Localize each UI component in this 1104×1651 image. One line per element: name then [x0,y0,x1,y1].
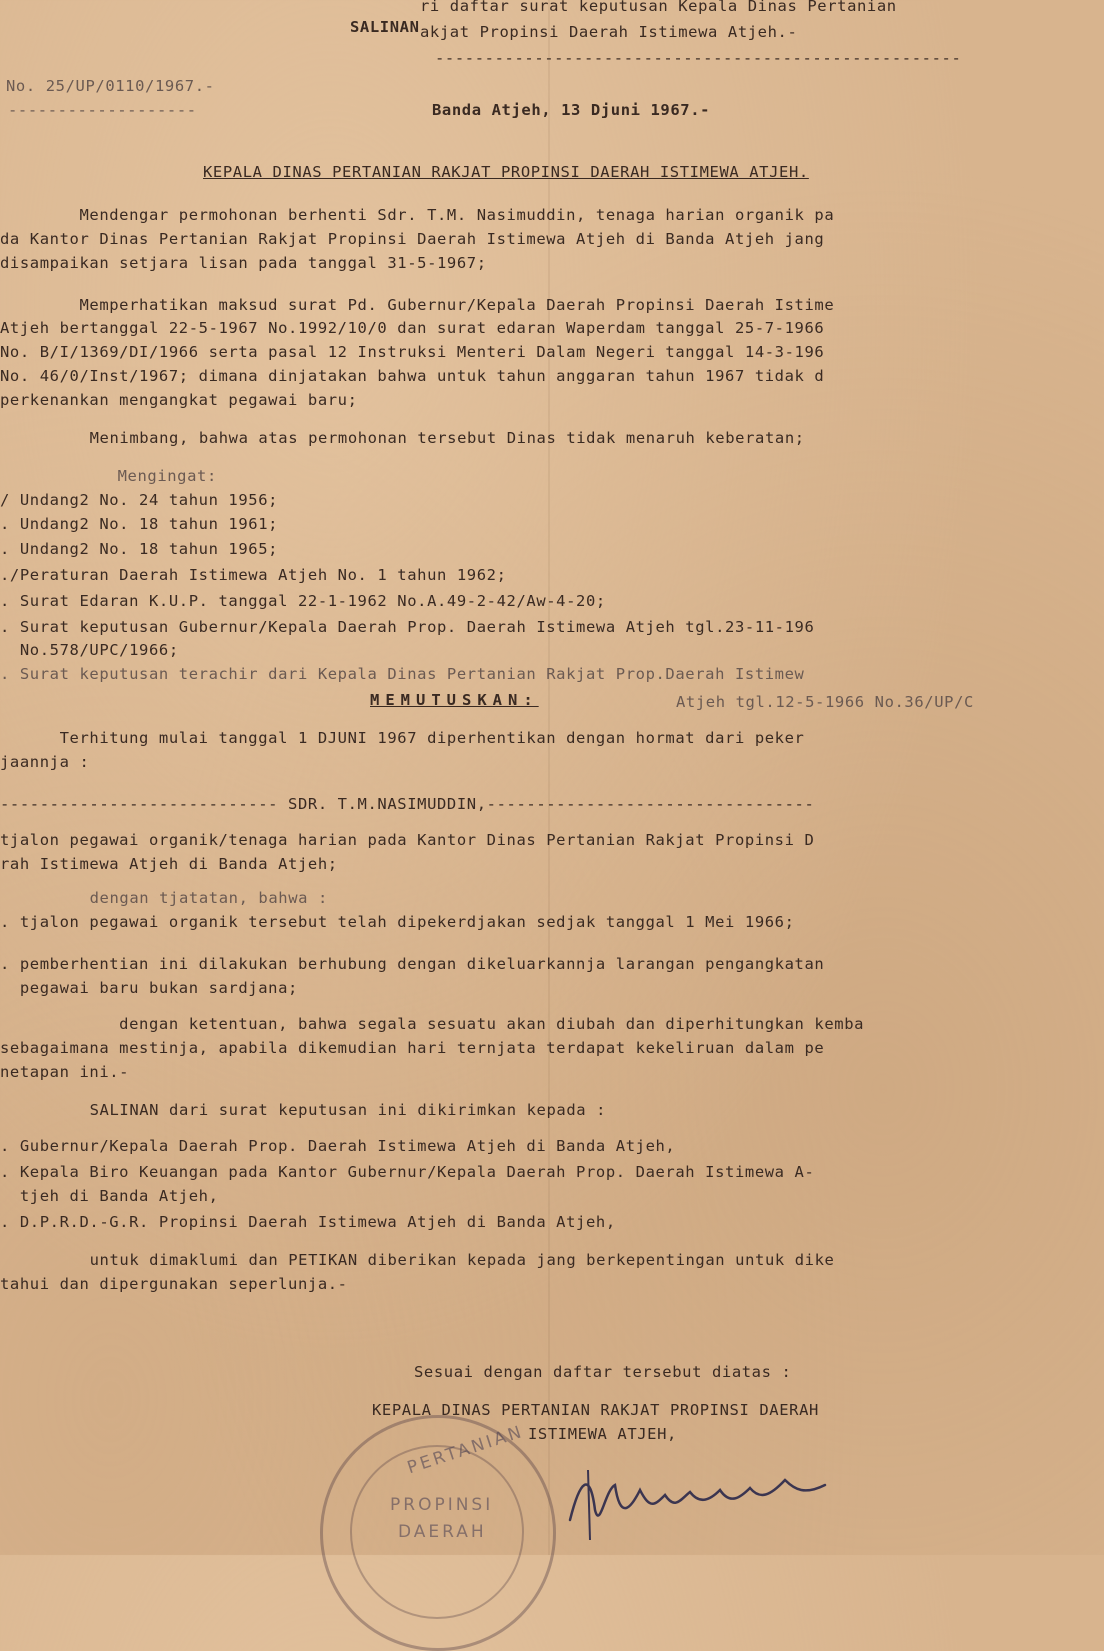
list-item: . Undang2 No. 18 tahun 1965; [0,540,279,558]
list-item: / Undang2 No. 24 tahun 1956; [0,491,279,509]
header-dashes: ----------------------------------------------------- [435,49,962,67]
seal-text-mid: PROPINSI [390,1495,494,1515]
text-line: da Kantor Dinas Pertanian Rakjat Propinsi Daerah Istimewa Atjeh di Banda Atjeh jang [0,230,825,248]
header-line-top: ri daftar surat keputusan Kepala Dinas Pertanian [420,0,897,15]
list-item: . Surat Edaran K.U.P. tanggal 22-1-1962 No.A.49-2-42/Aw-4-20; [0,592,606,610]
ketentuan-line: sebagaimana mestinja, apabila dikemudian hari ternjata terdapat kekeliruan dalam pe [0,1039,825,1057]
letter-number: No. 25/UP/0110/1967.- [6,77,215,95]
decision-line: jaannja : [0,753,90,771]
list-item: . Kepala Biro Keuangan pada Kantor Gubernur/Kepala Daerah Prop. Daerah Istimewa A- [0,1163,815,1181]
number-underline: ------------------- [8,101,197,119]
text-line: perkenankan mengangkat pegawai baru; [0,391,358,409]
list-item: No.578/UPC/1966; [0,641,179,659]
page-title: KEPALA DINAS PERTANIAN RAKJAT PROPINSI DAERAH ISTIMEWA ATJEH. [203,163,809,181]
text-line: Atjeh bertanggal 22-5-1967 No.1992/10/0 dan surat edaran Waperdam tanggal 25-7-1966 [0,319,825,337]
memutuskan-tail: Atjeh tgl.12-5-1966 No.36/UP/C [676,693,974,711]
list-item: tjeh di Banda Atjeh, [0,1187,219,1205]
salinan-intro: SALINAN dari surat keputusan ini dikirimkan kepada : [30,1101,607,1119]
paragraph-menimbang: Menimbang, bahwa atas permohonan tersebut Dinas tidak menaruh keberatan; [30,429,805,447]
list-item: . D.P.R.D.-G.R. Propinsi Daerah Istimewa Atjeh di Banda Atjeh, [0,1213,616,1231]
signature-office: KEPALA DINAS PERTANIAN RAKJAT PROPINSI DAERAH [372,1401,819,1419]
header-line-2: akjat Propinsi Daerah Istimewa Atjeh.- [420,23,798,41]
text-line: Memperhatikan maksud surat Pd. Gubernur/Kepala Daerah Propinsi Daerah Istime [0,296,835,314]
closing-line: tahui dan dipergunakan seperlunja.- [0,1275,348,1293]
place-date: Banda Atjeh, 13 Djuni 1967.- [432,101,711,119]
salinan-label: SALINAN [350,18,420,36]
list-item: . Gubernur/Kepala Daerah Prop. Daerah Istimewa Atjeh di Banda Atjeh, [0,1137,676,1155]
text-line: No. B/I/1369/DI/1966 serta pasal 12 Instruksi Menteri Dalam Negeri tanggal 14-3-196 [0,343,825,361]
handwritten-signature [560,1450,860,1550]
list-item: ./Peraturan Daerah Istimewa Atjeh No. 1 tahun 1962; [0,566,507,584]
seal-text-top: PERTANIAN [404,1421,527,1479]
decision-line: Terhitung mulai tanggal 1 DJUNI 1967 diperhentikan dengan hormat dari peker [0,729,805,747]
text-line: Mendengar permohonan berhenti Sdr. T.M. Nasimuddin, tenaga harian organik pa [0,206,835,224]
closing-line: untuk dimaklumi dan PETIKAN diberikan kepada jang berkepentingan untuk dike [30,1251,835,1269]
mengingat-label: Mengingat: [58,467,217,485]
list-item: . pemberhentian ini dilakukan berhubung dengan dikeluarkannja larangan pengangkatan [0,955,825,973]
text-line: disampaikan setjara lisan pada tanggal 31-5-1967; [0,254,487,272]
list-item: . tjalon pegawai organik tersebut telah dipekerdjakan sedjak tanggal 1 Mei 1966; [0,913,795,931]
list-item: . Surat keputusan Gubernur/Kepala Daerah Prop. Daerah Istimewa Atjeh tgl.23-11-196 [0,618,815,636]
seal-text-low: DAERAH [398,1522,487,1542]
ketentuan-line: dengan ketentuan, bahwa segala sesuatu akan diubah dan diperhitungkan kemba [0,1015,865,1033]
position-line: rah Istimewa Atjeh di Banda Atjeh; [0,855,338,873]
text-line: No. 46/0/Inst/1967; dimana dinjatakan bahwa untuk tahun anggaran tahun 1967 tidak d [0,367,825,385]
ketentuan-line: netapan ini.- [0,1063,130,1081]
catatan-label: dengan tjatatan, bahwa : [30,889,328,907]
employee-name-line: ---------------------------- SDR. T.M.NASIMUDDIN,--------------------------------- [0,795,815,813]
signature-intro: Sesuai dengan daftar tersebut diatas : [414,1363,792,1381]
signature-office-2: ISTIMEWA ATJEH, [528,1425,677,1443]
list-item: . Surat keputusan terachir dari Kepala Dinas Pertanian Rakjat Prop.Daerah Istimew [0,665,805,683]
position-line: tjalon pegawai organik/tenaga harian pada Kantor Dinas Pertanian Rakjat Propinsi D [0,831,815,849]
list-item: pegawai baru bukan sardjana; [0,979,298,997]
memutuskan-heading: MEMUTUSKAN: [370,691,539,709]
list-item: . Undang2 No. 18 tahun 1961; [0,515,279,533]
